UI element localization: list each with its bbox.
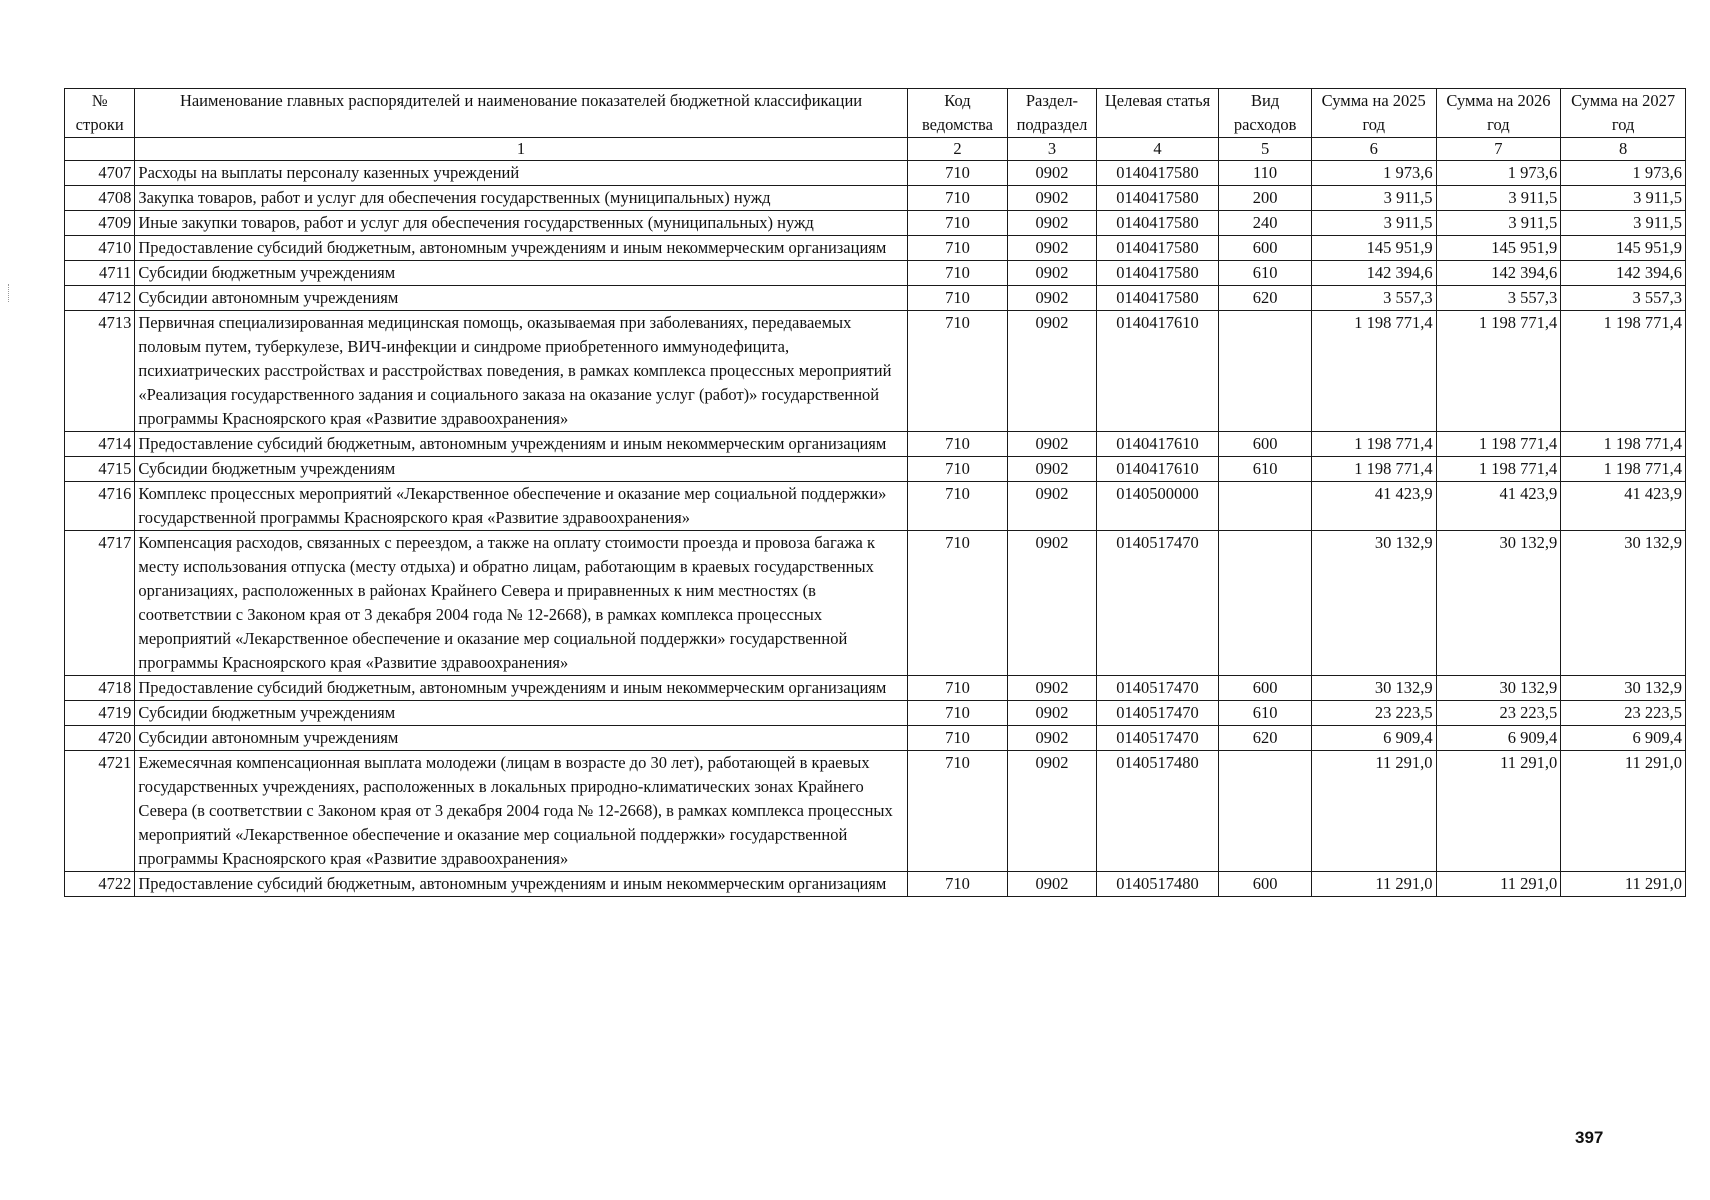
row-sum-2026-cell: 23 223,5	[1436, 701, 1561, 726]
row-section-cell: 0902	[1008, 432, 1096, 457]
row-sum-2025-cell: 11 291,0	[1311, 751, 1436, 872]
row-type-cell	[1219, 751, 1312, 872]
row-sum-2027-cell: 30 132,9	[1561, 676, 1686, 701]
table-row	[65, 432, 1686, 457]
row-target-cell: 0140417580	[1096, 261, 1219, 286]
row-type-cell: 600	[1219, 236, 1312, 261]
colnum-cell: 8	[1561, 138, 1686, 161]
row-section-cell: 0902	[1008, 482, 1096, 531]
table-row	[65, 872, 1686, 897]
colnum-cell: 5	[1219, 138, 1312, 161]
row-sum-2027-cell: 30 132,9	[1561, 531, 1686, 676]
table-row	[65, 457, 1686, 482]
row-number-cell: 4722	[65, 872, 135, 897]
page-number: 397	[1575, 1128, 1604, 1147]
row-name-cell: Компенсация расходов, связанных с переездом, а также на оплату стоимости проезда и провоза багажа к месту использования отпуска (месту отдыха) и обратно лицам, работающим в краевых государственных организациях, расположенных в районах Крайнего Севера и приравненных к ним местностях (в соответствии с Законом края от 3 декабря 2004 года № 12-2668), в рамках комплекса процессных мероприятий «Лекарственное обеспечение и оказание мер социальной поддержки» государственной программы Красноярского края «Развитие здравоохранения»	[135, 531, 907, 676]
row-sum-2025-cell: 3 911,5	[1311, 211, 1436, 236]
table-row	[65, 186, 1686, 211]
row-number-cell: 4711	[65, 261, 135, 286]
colnum-cell	[65, 138, 135, 161]
row-sum-2026-cell: 3 911,5	[1436, 186, 1561, 211]
row-section-cell: 0902	[1008, 186, 1096, 211]
row-type-cell: 110	[1219, 161, 1312, 186]
row-dept-cell: 710	[907, 676, 1008, 701]
row-number-cell: 4710	[65, 236, 135, 261]
row-name-cell: Предоставление субсидий бюджетным, автономным учреждениям и иным некоммерческим организациям	[135, 236, 907, 261]
header-sum-2026: Сумма на 2026 год	[1436, 89, 1561, 138]
row-sum-2026-cell: 30 132,9	[1436, 676, 1561, 701]
row-name-cell: Предоставление субсидий бюджетным, автономным учреждениям и иным некоммерческим организациям	[135, 872, 907, 897]
row-target-cell: 0140517470	[1096, 531, 1219, 676]
colnum-cell: 7	[1436, 138, 1561, 161]
table-header	[65, 89, 1686, 161]
row-name-cell: Предоставление субсидий бюджетным, автономным учреждениям и иным некоммерческим организациям	[135, 432, 907, 457]
row-name-cell: Первичная специализированная медицинская помощь, оказываемая при заболеваниях, передаваемых половым путем, туберкулезе, ВИЧ-инфекции и синдроме приобретенного иммунодефицита, психиатрических расстройствах и расстройствах поведения, в рамках комплекса процессных мероприятий «Реализация государственного задания и социального заказа на оказание услуг (работ)» государственной программы Красноярского края «Развитие здравоохранения»	[135, 311, 907, 432]
header-row	[65, 89, 1686, 138]
row-number-cell: 4713	[65, 311, 135, 432]
row-number-cell: 4714	[65, 432, 135, 457]
row-target-cell: 0140517470	[1096, 726, 1219, 751]
row-type-cell: 610	[1219, 261, 1312, 286]
row-sum-2027-cell: 41 423,9	[1561, 482, 1686, 531]
row-target-cell: 0140517480	[1096, 872, 1219, 897]
row-dept-cell: 710	[907, 236, 1008, 261]
row-sum-2027-cell: 1 973,6	[1561, 161, 1686, 186]
row-number-cell: 4709	[65, 211, 135, 236]
row-sum-2025-cell: 1 198 771,4	[1311, 432, 1436, 457]
row-sum-2025-cell: 1 198 771,4	[1311, 311, 1436, 432]
header-sum-2027: Сумма на 2027 год	[1561, 89, 1686, 138]
row-sum-2025-cell: 1 198 771,4	[1311, 457, 1436, 482]
row-dept-cell: 710	[907, 286, 1008, 311]
row-sum-2026-cell: 1 973,6	[1436, 161, 1561, 186]
row-section-cell: 0902	[1008, 161, 1096, 186]
row-section-cell: 0902	[1008, 726, 1096, 751]
row-dept-cell: 710	[907, 161, 1008, 186]
row-sum-2025-cell: 145 951,9	[1311, 236, 1436, 261]
row-target-cell: 0140417580	[1096, 286, 1219, 311]
row-sum-2027-cell: 1 198 771,4	[1561, 311, 1686, 432]
table-row	[65, 676, 1686, 701]
row-type-cell: 620	[1219, 726, 1312, 751]
table-row	[65, 236, 1686, 261]
row-section-cell: 0902	[1008, 211, 1096, 236]
row-name-cell: Предоставление субсидий бюджетным, автономным учреждениям и иным некоммерческим организациям	[135, 676, 907, 701]
row-sum-2026-cell: 6 909,4	[1436, 726, 1561, 751]
row-sum-2027-cell: 11 291,0	[1561, 751, 1686, 872]
row-dept-cell: 710	[907, 457, 1008, 482]
row-name-cell: Иные закупки товаров, работ и услуг для обеспечения государственных (муниципальных) нужд	[135, 211, 907, 236]
row-number-cell: 4715	[65, 457, 135, 482]
header-row-no: № строки	[65, 89, 135, 138]
row-sum-2026-cell: 1 198 771,4	[1436, 311, 1561, 432]
row-name-cell: Ежемесячная компенсационная выплата молодежи (лицам в возрасте до 30 лет), работающей в краевых государственных учреждениях, расположенных в локальных природно-климатических зонах Крайнего Севера (в соответствии с Законом края от 3 декабря 2004 года № 12-2668), в рамках комплекса процессных мероприятий «Лекарственное обеспечение и оказание мер социальной поддержки» государственной программы Красноярского края «Развитие здравоохранения»	[135, 751, 907, 872]
table-row	[65, 751, 1686, 872]
row-dept-cell: 710	[907, 186, 1008, 211]
column-number-row	[65, 138, 1686, 161]
row-section-cell: 0902	[1008, 701, 1096, 726]
row-sum-2027-cell: 3 557,3	[1561, 286, 1686, 311]
row-sum-2025-cell: 30 132,9	[1311, 676, 1436, 701]
row-section-cell: 0902	[1008, 676, 1096, 701]
row-section-cell: 0902	[1008, 311, 1096, 432]
row-sum-2027-cell: 6 909,4	[1561, 726, 1686, 751]
row-target-cell: 0140417610	[1096, 457, 1219, 482]
row-sum-2027-cell: 3 911,5	[1561, 186, 1686, 211]
row-target-cell: 0140500000	[1096, 482, 1219, 531]
table-body	[65, 161, 1686, 897]
row-sum-2025-cell: 142 394,6	[1311, 261, 1436, 286]
header-sum-2025: Сумма на 2025 год	[1311, 89, 1436, 138]
row-name-cell: Комплекс процессных мероприятий «Лекарственное обеспечение и оказание мер социальной поддержки» государственной программы Красноярского края «Развитие здравоохранения»	[135, 482, 907, 531]
row-dept-cell: 710	[907, 751, 1008, 872]
row-sum-2025-cell: 1 973,6	[1311, 161, 1436, 186]
row-section-cell: 0902	[1008, 236, 1096, 261]
row-sum-2027-cell: 1 198 771,4	[1561, 457, 1686, 482]
row-dept-cell: 710	[907, 531, 1008, 676]
row-sum-2025-cell: 11 291,0	[1311, 872, 1436, 897]
colnum-cell: 2	[907, 138, 1008, 161]
row-number-cell: 4707	[65, 161, 135, 186]
row-type-cell: 240	[1219, 211, 1312, 236]
header-section: Раздел-подраздел	[1008, 89, 1096, 138]
table-row	[65, 726, 1686, 751]
row-section-cell: 0902	[1008, 261, 1096, 286]
row-target-cell: 0140417580	[1096, 236, 1219, 261]
row-target-cell: 0140517480	[1096, 751, 1219, 872]
colnum-cell: 6	[1311, 138, 1436, 161]
row-sum-2025-cell: 30 132,9	[1311, 531, 1436, 676]
row-sum-2026-cell: 30 132,9	[1436, 531, 1561, 676]
table-row	[65, 161, 1686, 186]
colnum-cell: 4	[1096, 138, 1219, 161]
row-name-cell: Субсидии бюджетным учреждениям	[135, 261, 907, 286]
row-number-cell: 4721	[65, 751, 135, 872]
row-type-cell: 610	[1219, 457, 1312, 482]
row-sum-2027-cell: 145 951,9	[1561, 236, 1686, 261]
row-number-cell: 4720	[65, 726, 135, 751]
row-name-cell: Субсидии автономным учреждениям	[135, 726, 907, 751]
row-dept-cell: 710	[907, 311, 1008, 432]
table-row	[65, 311, 1686, 432]
row-type-cell	[1219, 482, 1312, 531]
table-row	[65, 261, 1686, 286]
row-target-cell: 0140417580	[1096, 186, 1219, 211]
row-sum-2027-cell: 23 223,5	[1561, 701, 1686, 726]
row-sum-2026-cell: 41 423,9	[1436, 482, 1561, 531]
row-sum-2026-cell: 11 291,0	[1436, 872, 1561, 897]
row-type-cell: 610	[1219, 701, 1312, 726]
row-sum-2027-cell: 11 291,0	[1561, 872, 1686, 897]
row-name-cell: Закупка товаров, работ и услуг для обеспечения государственных (муниципальных) нужд	[135, 186, 907, 211]
row-sum-2026-cell: 1 198 771,4	[1436, 432, 1561, 457]
table-row	[65, 211, 1686, 236]
header-type: Вид расходов	[1219, 89, 1312, 138]
row-dept-cell: 710	[907, 726, 1008, 751]
row-type-cell: 600	[1219, 676, 1312, 701]
row-name-cell: Субсидии бюджетным учреждениям	[135, 457, 907, 482]
row-sum-2025-cell: 41 423,9	[1311, 482, 1436, 531]
header-name: Наименование главных распорядителей и наименование показателей бюджетной классификации	[135, 89, 907, 138]
row-sum-2027-cell: 3 911,5	[1561, 211, 1686, 236]
row-section-cell: 0902	[1008, 751, 1096, 872]
row-name-cell: Субсидии автономным учреждениям	[135, 286, 907, 311]
row-dept-cell: 710	[907, 211, 1008, 236]
table-row	[65, 531, 1686, 676]
row-sum-2026-cell: 3 911,5	[1436, 211, 1561, 236]
row-sum-2025-cell: 6 909,4	[1311, 726, 1436, 751]
table-row	[65, 482, 1686, 531]
table-row	[65, 286, 1686, 311]
row-dept-cell: 710	[907, 432, 1008, 457]
row-sum-2026-cell: 145 951,9	[1436, 236, 1561, 261]
scan-artifact	[8, 284, 11, 302]
row-section-cell: 0902	[1008, 457, 1096, 482]
row-number-cell: 4719	[65, 701, 135, 726]
row-sum-2025-cell: 23 223,5	[1311, 701, 1436, 726]
row-number-cell: 4712	[65, 286, 135, 311]
row-target-cell: 0140417610	[1096, 432, 1219, 457]
row-number-cell: 4717	[65, 531, 135, 676]
colnum-cell: 3	[1008, 138, 1096, 161]
row-type-cell: 600	[1219, 432, 1312, 457]
header-target: Целевая статья	[1096, 89, 1219, 138]
row-type-cell: 620	[1219, 286, 1312, 311]
row-target-cell: 0140417580	[1096, 161, 1219, 186]
row-sum-2025-cell: 3 557,3	[1311, 286, 1436, 311]
row-target-cell: 0140517470	[1096, 701, 1219, 726]
row-dept-cell: 710	[907, 261, 1008, 286]
row-section-cell: 0902	[1008, 286, 1096, 311]
row-dept-cell: 710	[907, 701, 1008, 726]
row-sum-2027-cell: 1 198 771,4	[1561, 432, 1686, 457]
row-sum-2027-cell: 142 394,6	[1561, 261, 1686, 286]
row-sum-2026-cell: 11 291,0	[1436, 751, 1561, 872]
row-number-cell: 4718	[65, 676, 135, 701]
colnum-cell: 1	[135, 138, 907, 161]
row-type-cell	[1219, 311, 1312, 432]
row-sum-2026-cell: 1 198 771,4	[1436, 457, 1561, 482]
row-section-cell: 0902	[1008, 872, 1096, 897]
row-type-cell	[1219, 531, 1312, 676]
row-type-cell: 600	[1219, 872, 1312, 897]
row-sum-2026-cell: 142 394,6	[1436, 261, 1561, 286]
row-sum-2025-cell: 3 911,5	[1311, 186, 1436, 211]
header-dept: Код ведомства	[907, 89, 1008, 138]
row-dept-cell: 710	[907, 482, 1008, 531]
row-name-cell: Расходы на выплаты персоналу казенных учреждений	[135, 161, 907, 186]
budget-table	[64, 88, 1686, 897]
row-target-cell: 0140517470	[1096, 676, 1219, 701]
row-dept-cell: 710	[907, 872, 1008, 897]
row-target-cell: 0140417610	[1096, 311, 1219, 432]
row-name-cell: Субсидии бюджетным учреждениям	[135, 701, 907, 726]
row-sum-2026-cell: 3 557,3	[1436, 286, 1561, 311]
row-section-cell: 0902	[1008, 531, 1096, 676]
row-type-cell: 200	[1219, 186, 1312, 211]
row-target-cell: 0140417580	[1096, 211, 1219, 236]
table-row	[65, 701, 1686, 726]
row-number-cell: 4708	[65, 186, 135, 211]
row-number-cell: 4716	[65, 482, 135, 531]
